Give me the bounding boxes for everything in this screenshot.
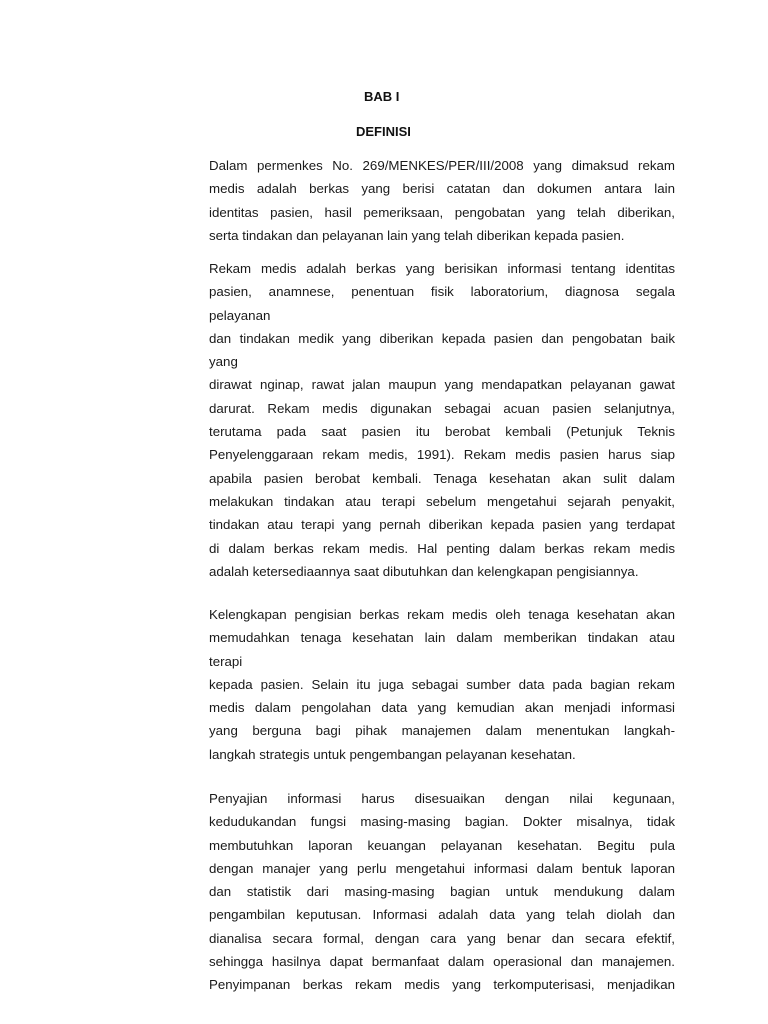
paragraph-line: pengambilan keputusan. Informasi adalah data yang telah diolah dan: [209, 907, 675, 923]
paragraph-line: sehingga hasilnya dapat bermanfaat dalam operasional dan manajemen.: [209, 954, 675, 970]
paragraph-line: langkah strategis untuk pengembangan pelayanan kesehatan.: [209, 746, 576, 762]
paragraph-line: dan tindakan medik yang diberikan kepada pasien dan pengobatan baik: [209, 330, 675, 346]
paragraph-line: darurat. Rekam medis digunakan sebagai acuan pasien selanjutnya,: [209, 400, 675, 416]
paragraph-line: Kelengkapan pengisian berkas rekam medis oleh tenaga kesehatan akan: [209, 607, 675, 622]
paragraph-line: medis adalah berkas yang berisi catatan dan dokumen antara lain: [209, 181, 675, 197]
paragraph-line: dirawat nginap, rawat jalan maupun yang mendapatkan pelayanan gawat: [209, 377, 675, 393]
paragraph-line: medis dalam pengolahan data yang kemudian akan menjadi informasi: [209, 700, 675, 716]
paragraph-line: yang berguna bagi pihak manajemen dalam menentukan langkah-: [209, 723, 675, 739]
paragraph-line: yang: [209, 354, 238, 370]
paragraph-line: dengan manajer yang perlu mengetahui informasi dalam bentuk laporan: [209, 860, 675, 876]
paragraph-line: dan statistik dari masing-masing bagian untuk mendukung dalam: [209, 884, 675, 900]
paragraph-line: tindakan atau terapi yang pernah diberikan kepada pasien yang terdapat: [209, 517, 675, 533]
paragraph-line: di dalam berkas rekam medis. Hal penting dalam berkas rekam medis: [209, 540, 675, 556]
paragraph-line: Penyajian informasi harus disesuaikan dengan nilai kegunaan,: [209, 791, 675, 806]
paragraph-line: Penyimpanan berkas rekam medis yang terkomputerisasi, menjadikan: [209, 977, 675, 993]
paragraph-line: kepada pasien. Selain itu juga sebagai sumber data pada bagian rekam: [209, 676, 675, 692]
paragraph-line: Penyelenggaraan rekam medis, 1991). Rekam medis pasien harus siap: [209, 447, 675, 463]
paragraph-line: adalah ketersediaannya saat dibutuhkan dan kelengkapan pengisiannya.: [209, 563, 639, 579]
paragraph-line: Rekam medis adalah berkas yang berisikan informasi tentang identitas: [209, 261, 675, 276]
paragraph-line: serta tindakan dan pelayanan lain yang telah diberikan kepada pasien.: [209, 227, 625, 243]
paragraph-line: Dalam permenkes No. 269/MENKES/PER/III/2008 yang dimaksud rekam: [209, 158, 675, 173]
paragraph-line: memudahkan tenaga kesehatan lain dalam memberikan tindakan atau: [209, 630, 675, 646]
paragraph-line: apabila pasien berobat kembali. Tenaga kesehatan akan sulit dalam: [209, 470, 675, 486]
paragraph-3: [209, 603, 675, 766]
paragraph-line: identitas pasien, hasil pemeriksaan, pengobatan yang telah diberikan,: [209, 204, 675, 220]
paragraph-line: membutuhkan laporan keuangan pelayanan kesehatan. Begitu pula: [209, 837, 675, 853]
paragraph-line: terapi: [209, 653, 243, 669]
paragraph-line: pelayanan: [209, 307, 271, 323]
paragraph-line: kedudukandan fungsi masing-masing bagian. Dokter misalnya, tidak: [209, 814, 675, 830]
paragraph-1: [209, 154, 675, 247]
paragraph-line: terutama pada saat pasien itu berobat kembali (Petunjuk Teknis: [209, 424, 675, 440]
paragraph-4: [209, 787, 675, 997]
paragraph-line: pasien, anamnese, penentuan fisik laboratorium, diagnosa segala: [209, 284, 675, 300]
paragraph-line: melakukan tindakan atau terapi sebelum mengetahui sejarah penyakit,: [209, 493, 675, 509]
chapter-heading: BAB I: [364, 89, 400, 104]
paragraph-line: dianalisa secara formal, dengan cara yang benar dan secara efektif,: [209, 930, 675, 946]
paragraph-2: [209, 257, 675, 583]
chapter-title: DEFINISI: [356, 124, 411, 139]
